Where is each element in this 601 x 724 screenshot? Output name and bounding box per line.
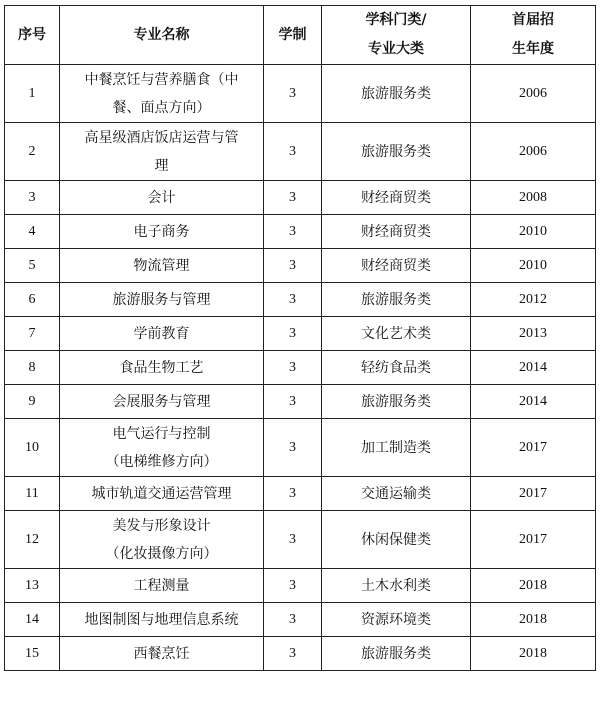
cell-years: 3: [264, 283, 322, 317]
table-row: [5, 511, 596, 569]
cell-index: 9: [5, 385, 60, 419]
cell-category: 旅游服务类: [322, 637, 471, 671]
table-row: [5, 637, 596, 671]
cell-first-year: 2010: [471, 215, 596, 249]
cell-name-line1: 高星级酒店饭店运营与管: [84, 129, 239, 146]
cell-years: 3: [264, 249, 322, 283]
cell-years: 3: [264, 637, 322, 671]
cell-index: 10: [5, 419, 60, 477]
cell-years: 3: [264, 123, 322, 181]
cell-first-year: 2018: [471, 603, 596, 637]
table-row: [5, 249, 596, 283]
cell-years: 3: [264, 511, 322, 569]
cell-name: [60, 65, 264, 123]
cell-years: 3: [264, 385, 322, 419]
cell-first-year: 2010: [471, 249, 596, 283]
cell-name-line1: 电气运行与控制: [112, 425, 211, 442]
cell-index: 3: [5, 181, 60, 215]
cell-name: 物流管理: [60, 249, 264, 283]
cell-name: 旅游服务与管理: [60, 283, 264, 317]
cell-index: 1: [5, 65, 60, 123]
cell-index: 4: [5, 215, 60, 249]
cell-name: 西餐烹饪: [60, 637, 264, 671]
table-row: [5, 419, 596, 477]
cell-category: 旅游服务类: [322, 385, 471, 419]
cell-first-year: 2013: [471, 317, 596, 351]
cell-name-line2: 理: [154, 157, 169, 174]
cell-name-line2: 餐、面点方向）: [112, 99, 211, 116]
cell-years: 3: [264, 181, 322, 215]
cell-first-year: 2014: [471, 351, 596, 385]
header-first-year-line2: 生年度: [512, 41, 554, 57]
header-name: 专业名称: [60, 6, 264, 65]
cell-category: 财经商贸类: [322, 181, 471, 215]
cell-years: 3: [264, 215, 322, 249]
cell-index: 12: [5, 511, 60, 569]
cell-index: 5: [5, 249, 60, 283]
table-row: [5, 385, 596, 419]
cell-index: 8: [5, 351, 60, 385]
table-row: [5, 65, 596, 123]
cell-years: 3: [264, 477, 322, 511]
header-years: 学制: [264, 6, 322, 65]
cell-index: 13: [5, 569, 60, 603]
cell-category: 旅游服务类: [322, 123, 471, 181]
table-row: [5, 317, 596, 351]
cell-first-year: 2018: [471, 569, 596, 603]
cell-first-year: 2014: [471, 385, 596, 419]
cell-first-year: 2008: [471, 181, 596, 215]
cell-years: 3: [264, 65, 322, 123]
cell-first-year: 2017: [471, 477, 596, 511]
cell-index: 6: [5, 283, 60, 317]
cell-name: 地图制图与地理信息系统: [60, 603, 264, 637]
cell-category: 文化艺术类: [322, 317, 471, 351]
cell-name-line1: 美发与形象设计: [112, 517, 211, 534]
cell-name: 会展服务与管理: [60, 385, 264, 419]
cell-category: 交通运输类: [322, 477, 471, 511]
table-row: [5, 283, 596, 317]
table-row: [5, 569, 596, 603]
cell-category: 旅游服务类: [322, 65, 471, 123]
table-row: [5, 181, 596, 215]
cell-name-line2: （化妆摄像方向）: [105, 545, 218, 562]
cell-name: 会计: [60, 181, 264, 215]
header-row: [5, 6, 596, 65]
cell-years: 3: [264, 569, 322, 603]
cell-name: 学前教育: [60, 317, 264, 351]
cell-years: 3: [264, 603, 322, 637]
cell-index: 11: [5, 477, 60, 511]
cell-category: 土木水利类: [322, 569, 471, 603]
cell-first-year: 2006: [471, 65, 596, 123]
cell-name: 城市轨道交通运营管理: [60, 477, 264, 511]
table-row: [5, 351, 596, 385]
cell-first-year: 2006: [471, 123, 596, 181]
cell-first-year: 2018: [471, 637, 596, 671]
cell-name: 食品生物工艺: [60, 351, 264, 385]
cell-category: 资源环境类: [322, 603, 471, 637]
table-row: [5, 477, 596, 511]
cell-index: 7: [5, 317, 60, 351]
cell-category: 加工制造类: [322, 419, 471, 477]
table-row: [5, 603, 596, 637]
table-row: [5, 215, 596, 249]
header-category: [322, 6, 471, 65]
cell-category: 财经商贸类: [322, 249, 471, 283]
cell-index: 14: [5, 603, 60, 637]
cell-years: 3: [264, 351, 322, 385]
cell-category: 财经商贸类: [322, 215, 471, 249]
cell-category: 休闲保健类: [322, 511, 471, 569]
cell-name-line2: （电梯维修方向）: [105, 453, 218, 470]
cell-index: 15: [5, 637, 60, 671]
cell-category: 旅游服务类: [322, 283, 471, 317]
table-row: [5, 123, 596, 181]
header-category-line1: 学科门类/: [365, 12, 427, 28]
header-first-year: [471, 6, 596, 65]
cell-category: 轻纺食品类: [322, 351, 471, 385]
cell-first-year: 2017: [471, 511, 596, 569]
header-index: 序号: [5, 6, 60, 65]
cell-years: 3: [264, 419, 322, 477]
cell-name: [60, 419, 264, 477]
cell-name: 电子商务: [60, 215, 264, 249]
cell-first-year: 2017: [471, 419, 596, 477]
cell-index: 2: [5, 123, 60, 181]
cell-name: [60, 511, 264, 569]
cell-years: 3: [264, 317, 322, 351]
header-first-year-line1: 首届招: [512, 12, 554, 28]
cell-first-year: 2012: [471, 283, 596, 317]
majors-table: [4, 5, 596, 671]
cell-name-line1: 中餐烹饪与营养膳食（中: [84, 71, 239, 88]
cell-name: 工程测量: [60, 569, 264, 603]
header-category-line2: 专业大类: [368, 41, 424, 57]
cell-name: [60, 123, 264, 181]
